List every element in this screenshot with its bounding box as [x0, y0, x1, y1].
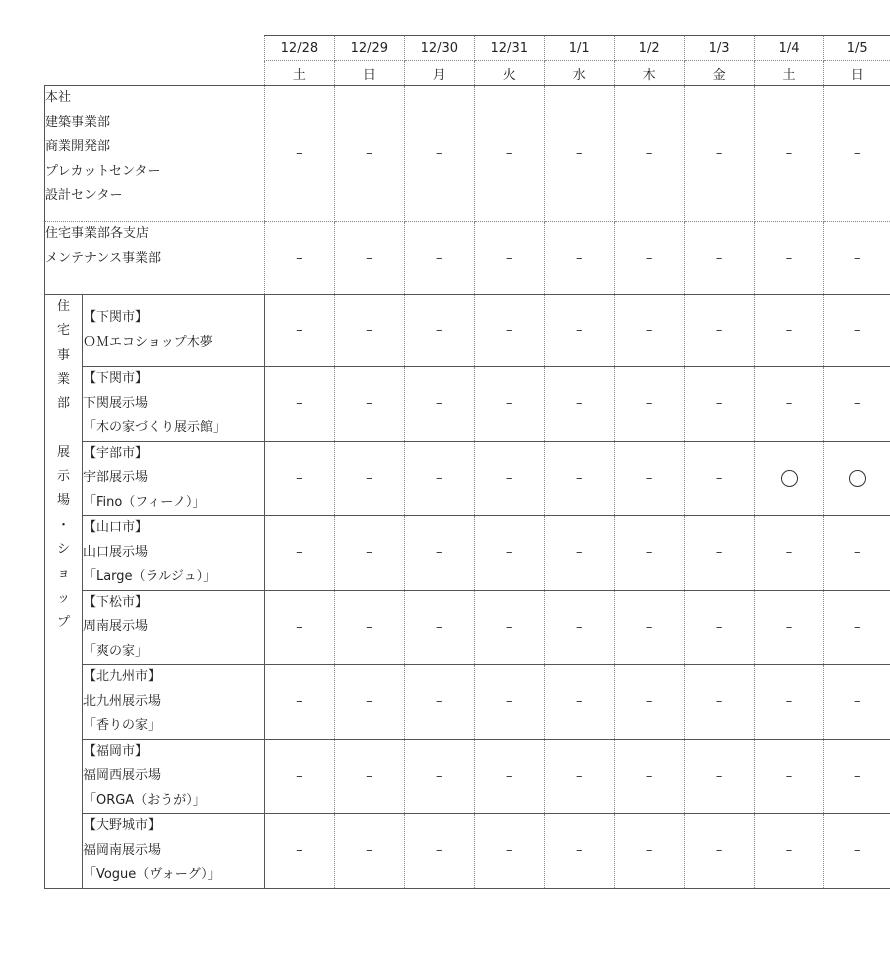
- status-cell: [404, 86, 474, 222]
- closed-dash-mark: –: [785, 396, 793, 412]
- status-cell: [684, 590, 754, 665]
- status-cell: [404, 367, 474, 442]
- date-header: 1/5: [824, 36, 890, 61]
- status-cell: [264, 590, 334, 665]
- status-cell: [334, 665, 404, 740]
- group-row: [45, 86, 890, 222]
- section-label-char: 事: [56, 347, 70, 363]
- status-cell: [264, 86, 334, 222]
- status-cell: [334, 295, 404, 367]
- date-header: 1/3: [684, 36, 754, 61]
- closed-dash-mark: –: [296, 146, 303, 161]
- showroom-name-cell: [82, 739, 264, 814]
- status-cell: [824, 222, 890, 295]
- showroom-name-line: 【下関市】: [82, 310, 148, 325]
- date-header: 1/4: [754, 36, 824, 61]
- closed-dash-mark: –: [575, 694, 583, 710]
- status-cell: [614, 516, 684, 591]
- closed-dash-mark: –: [366, 470, 373, 486]
- status-cell: [404, 665, 474, 740]
- status-cell: [334, 222, 404, 295]
- status-cell: [544, 665, 614, 740]
- closed-dash-mark: –: [506, 694, 513, 710]
- closed-dash-mark: –: [436, 396, 443, 412]
- showroom-name-line: 周南展示場: [82, 619, 148, 634]
- showroom-name-line: 【福岡市】: [82, 743, 148, 759]
- section-label-char: ッ: [56, 590, 70, 606]
- status-cell: [754, 590, 824, 665]
- group-label-line: プレカットセンター: [45, 163, 161, 179]
- status-cell: [824, 86, 890, 222]
- closed-dash-mark: –: [436, 694, 443, 710]
- closed-dash-mark: –: [785, 146, 793, 161]
- weekday-header: 月: [404, 61, 474, 86]
- weekday-header: 火: [474, 61, 544, 86]
- section-label-char: 場: [56, 493, 70, 509]
- group-label-cell: [45, 86, 265, 222]
- open-circle-mark: [849, 470, 866, 487]
- closed-dash-mark: –: [785, 619, 793, 635]
- status-cell: [754, 814, 824, 889]
- status-cell: [404, 222, 474, 295]
- group-label-line: 建築事業部: [45, 114, 111, 130]
- status-cell: [754, 516, 824, 591]
- section-label-vertical: [45, 295, 83, 889]
- closed-dash-mark: –: [853, 323, 861, 338]
- status-cell: [544, 441, 614, 516]
- closed-dash-mark: –: [506, 843, 513, 859]
- closed-dash-mark: –: [296, 843, 303, 859]
- showroom-name-line: 北九州展示場: [82, 693, 161, 709]
- status-cell: [754, 86, 824, 222]
- status-cell: [404, 295, 474, 367]
- showroom-name-cell: [82, 516, 264, 591]
- status-cell: [824, 295, 890, 367]
- closed-dash-mark: –: [645, 470, 653, 486]
- status-cell: [474, 295, 544, 367]
- section-label-char: 業: [56, 371, 70, 387]
- closed-dash-mark: –: [296, 396, 303, 412]
- status-cell: [754, 295, 824, 367]
- closed-dash-mark: –: [506, 470, 513, 486]
- status-cell: [474, 367, 544, 442]
- closed-dash-mark: –: [366, 619, 373, 635]
- showroom-row: [45, 739, 890, 814]
- status-cell: [614, 814, 684, 889]
- weekday-header: 日: [334, 61, 404, 86]
- status-cell: [544, 222, 614, 295]
- header-blank: [45, 36, 265, 61]
- showroom-name-cell: [82, 441, 264, 516]
- closed-dash-mark: –: [853, 396, 861, 412]
- showroom-name-line: 【北九州市】: [82, 669, 161, 684]
- closed-dash-mark: –: [853, 694, 861, 710]
- closed-dash-mark: –: [506, 250, 513, 266]
- showroom-row: [45, 814, 890, 889]
- closed-dash-mark: –: [645, 694, 653, 710]
- closed-dash-mark: –: [436, 545, 443, 561]
- date-header: 12/29: [334, 36, 404, 61]
- status-cell: [334, 814, 404, 889]
- showroom-row: [45, 590, 890, 665]
- closed-dash-mark: –: [645, 396, 653, 412]
- showroom-name-line: 「Vogue（ヴォーグ）」: [82, 867, 221, 882]
- status-cell: [754, 739, 824, 814]
- date-header: 12/30: [404, 36, 474, 61]
- status-cell: [684, 295, 754, 367]
- closed-dash-mark: –: [366, 250, 373, 266]
- closed-dash-mark: –: [506, 323, 513, 338]
- status-cell: [614, 222, 684, 295]
- showroom-name-line: 【大野城市】: [82, 818, 161, 833]
- weekday-header: 金: [684, 61, 754, 86]
- closed-dash-mark: –: [645, 323, 653, 338]
- closed-dash-mark: –: [785, 323, 793, 338]
- closed-dash-mark: –: [853, 843, 861, 859]
- closed-dash-mark: –: [506, 146, 513, 161]
- date-header: 12/31: [474, 36, 544, 61]
- status-cell: [684, 222, 754, 295]
- closed-dash-mark: –: [645, 545, 653, 561]
- status-cell: [404, 441, 474, 516]
- status-cell: [544, 295, 614, 367]
- status-cell: [264, 222, 334, 295]
- status-cell: [824, 814, 890, 889]
- status-cell: [474, 441, 544, 516]
- closed-dash-mark: –: [575, 619, 583, 635]
- weekday-header: 木: [614, 61, 684, 86]
- group-label-line: 商業開発部: [45, 139, 111, 154]
- closed-dash-mark: –: [853, 545, 861, 561]
- closed-dash-mark: –: [575, 323, 583, 338]
- status-cell: [474, 222, 544, 295]
- closed-dash-mark: –: [575, 843, 583, 859]
- weekday-header: 土: [264, 61, 334, 86]
- closed-dash-mark: –: [715, 545, 723, 561]
- showroom-name-line: 「Large（ラルジュ）」: [82, 569, 217, 584]
- closed-dash-mark: –: [436, 146, 443, 161]
- status-cell: [264, 441, 334, 516]
- section-label-char: 宅: [56, 323, 70, 339]
- closed-dash-mark: –: [366, 323, 373, 338]
- status-cell: [754, 367, 824, 442]
- status-cell: [824, 739, 890, 814]
- closed-dash-mark: –: [785, 545, 793, 561]
- showroom-name-line: 【下関市】: [82, 371, 148, 386]
- section-label-char: 部: [56, 396, 70, 412]
- closed-dash-mark: –: [296, 619, 303, 635]
- status-cell: [684, 739, 754, 814]
- status-cell: [404, 739, 474, 814]
- status-cell: [614, 665, 684, 740]
- showroom-name-line: 下関展示場: [82, 395, 148, 411]
- status-cell: [264, 814, 334, 889]
- closed-dash-mark: –: [715, 323, 723, 338]
- closed-dash-mark: –: [366, 768, 373, 784]
- closed-dash-mark: –: [715, 470, 723, 486]
- closed-dash-mark: –: [785, 843, 793, 859]
- status-cell: [334, 516, 404, 591]
- closed-dash-mark: –: [785, 768, 793, 784]
- weekday-header: 日: [824, 61, 890, 86]
- date-header: 1/1: [544, 36, 614, 61]
- closed-dash-mark: –: [296, 545, 303, 561]
- status-cell: [754, 665, 824, 740]
- showroom-name-line: 【山口市】: [82, 520, 148, 535]
- showroom-name-cell: [82, 814, 264, 889]
- open-circle-mark: [781, 470, 798, 487]
- closed-dash-mark: –: [506, 396, 513, 412]
- showroom-row: [45, 441, 890, 516]
- weekday-header: 水: [544, 61, 614, 86]
- group-label-line: 住宅事業部各支店: [45, 226, 150, 241]
- closed-dash-mark: –: [575, 545, 583, 561]
- section-label-char: ・: [56, 517, 70, 533]
- section-label-char: 住: [56, 299, 70, 314]
- status-cell: [404, 516, 474, 591]
- closed-dash-mark: –: [575, 396, 583, 412]
- status-cell: [264, 739, 334, 814]
- status-cell: [334, 86, 404, 222]
- closed-dash-mark: –: [645, 619, 653, 635]
- closed-dash-mark: –: [853, 250, 861, 266]
- closed-dash-mark: –: [436, 768, 443, 784]
- closed-dash-mark: –: [575, 250, 583, 266]
- closed-dash-mark: –: [296, 694, 303, 710]
- closed-dash-mark: –: [715, 396, 723, 412]
- section-label-char: シ: [56, 541, 70, 557]
- status-cell: [334, 590, 404, 665]
- status-cell: [474, 814, 544, 889]
- closed-dash-mark: –: [296, 768, 303, 784]
- showroom-name-cell: [82, 295, 264, 367]
- closed-dash-mark: –: [785, 250, 793, 266]
- closed-dash-mark: –: [645, 146, 653, 161]
- closed-dash-mark: –: [785, 694, 793, 710]
- status-cell: [544, 86, 614, 222]
- status-cell: [824, 441, 890, 516]
- closed-dash-mark: –: [506, 768, 513, 784]
- status-cell: [754, 222, 824, 295]
- showroom-name-line: 福岡西展示場: [82, 768, 161, 783]
- closed-dash-mark: –: [366, 396, 373, 412]
- group-label-line: 設計センター: [45, 188, 123, 203]
- status-cell: [614, 441, 684, 516]
- status-cell: [684, 516, 754, 591]
- status-cell: [544, 367, 614, 442]
- status-cell: [474, 86, 544, 222]
- header-blank: [45, 61, 265, 86]
- status-cell: [474, 516, 544, 591]
- closed-dash-mark: –: [436, 619, 443, 635]
- group-label-line: 本社: [45, 90, 72, 105]
- section-label-char: ョ: [56, 566, 70, 582]
- status-cell: [334, 739, 404, 814]
- section-label-char: プ: [56, 614, 70, 630]
- showroom-row: [45, 367, 890, 442]
- status-cell: [684, 86, 754, 222]
- closed-dash-mark: –: [366, 694, 373, 710]
- showroom-row: [45, 295, 890, 367]
- status-cell: [614, 367, 684, 442]
- status-cell: [404, 814, 474, 889]
- status-cell: [824, 516, 890, 591]
- showroom-name-cell: [82, 590, 264, 665]
- section-label-char: 示: [56, 469, 70, 485]
- status-cell: [334, 441, 404, 516]
- status-cell: [404, 590, 474, 665]
- showroom-row: [45, 516, 890, 591]
- showroom-name-line: 山口展示場: [82, 544, 148, 560]
- closed-dash-mark: –: [715, 843, 723, 859]
- closed-dash-mark: –: [575, 768, 583, 784]
- closed-dash-mark: –: [853, 146, 861, 161]
- status-cell: [544, 814, 614, 889]
- status-cell: [334, 367, 404, 442]
- weekday-header-row: [45, 61, 890, 86]
- closed-dash-mark: –: [296, 323, 303, 338]
- closed-dash-mark: –: [296, 470, 303, 486]
- status-cell: [544, 516, 614, 591]
- closed-dash-mark: –: [645, 768, 653, 784]
- showroom-name-line: 「ORGA（おうが）」: [82, 792, 206, 808]
- status-cell: [264, 665, 334, 740]
- closed-dash-mark: –: [436, 843, 443, 859]
- status-cell: [544, 590, 614, 665]
- status-cell: [264, 295, 334, 367]
- status-cell: [824, 590, 890, 665]
- holiday-schedule-table: [44, 35, 890, 889]
- status-cell: [264, 367, 334, 442]
- section-label-char: [45, 416, 82, 440]
- closed-dash-mark: –: [715, 250, 723, 266]
- showroom-row: [45, 665, 890, 740]
- showroom-name-line: 福岡南展示場: [82, 842, 161, 858]
- showroom-name-line: 「香りの家」: [82, 718, 161, 733]
- closed-dash-mark: –: [575, 470, 583, 486]
- status-cell: [684, 665, 754, 740]
- status-cell: [264, 516, 334, 591]
- status-cell: [754, 441, 824, 516]
- status-cell: [474, 590, 544, 665]
- closed-dash-mark: –: [506, 545, 513, 561]
- closed-dash-mark: –: [366, 843, 373, 859]
- date-header: 1/2: [614, 36, 684, 61]
- closed-dash-mark: –: [715, 694, 723, 710]
- closed-dash-mark: –: [366, 545, 373, 561]
- closed-dash-mark: –: [853, 619, 861, 635]
- closed-dash-mark: –: [506, 619, 513, 635]
- showroom-name-line: 宇部展示場: [82, 470, 148, 485]
- group-label-line: メンテナンス事業部: [45, 250, 161, 266]
- date-header: 12/28: [264, 36, 334, 61]
- status-cell: [614, 86, 684, 222]
- status-cell: [684, 441, 754, 516]
- closed-dash-mark: –: [715, 768, 723, 784]
- closed-dash-mark: –: [853, 768, 861, 784]
- closed-dash-mark: –: [645, 250, 653, 266]
- status-cell: [824, 665, 890, 740]
- weekday-header: 土: [754, 61, 824, 86]
- closed-dash-mark: –: [366, 146, 373, 161]
- closed-dash-mark: –: [715, 146, 723, 161]
- status-cell: [474, 739, 544, 814]
- section-label-char: 展: [56, 444, 70, 460]
- closed-dash-mark: –: [296, 250, 303, 266]
- closed-dash-mark: –: [436, 470, 443, 486]
- showroom-name-cell: [82, 665, 264, 740]
- showroom-name-cell: [82, 367, 264, 442]
- status-cell: [614, 590, 684, 665]
- status-cell: [684, 367, 754, 442]
- closed-dash-mark: –: [715, 619, 723, 635]
- closed-dash-mark: –: [436, 250, 443, 266]
- status-cell: [544, 739, 614, 814]
- group-label-cell: [45, 222, 265, 295]
- status-cell: [614, 295, 684, 367]
- showroom-name-line: 「Fino（フィーノ）」: [82, 494, 206, 510]
- showroom-name-line: ＯＭエコショップ木夢: [82, 334, 213, 350]
- status-cell: [684, 814, 754, 889]
- group-row: [45, 222, 890, 295]
- closed-dash-mark: –: [645, 843, 653, 859]
- showroom-name-line: 【下松市】: [82, 594, 148, 610]
- status-cell: [824, 367, 890, 442]
- closed-dash-mark: –: [436, 323, 443, 338]
- showroom-name-line: 「木の家づくり展示館」: [82, 420, 226, 435]
- showroom-name-line: 【宇部市】: [82, 445, 148, 461]
- status-cell: [614, 739, 684, 814]
- schedule-body: [45, 36, 890, 889]
- closed-dash-mark: –: [575, 146, 583, 161]
- date-header-row: [45, 36, 890, 61]
- showroom-name-line: 「爽の家」: [82, 643, 148, 659]
- status-cell: [474, 665, 544, 740]
